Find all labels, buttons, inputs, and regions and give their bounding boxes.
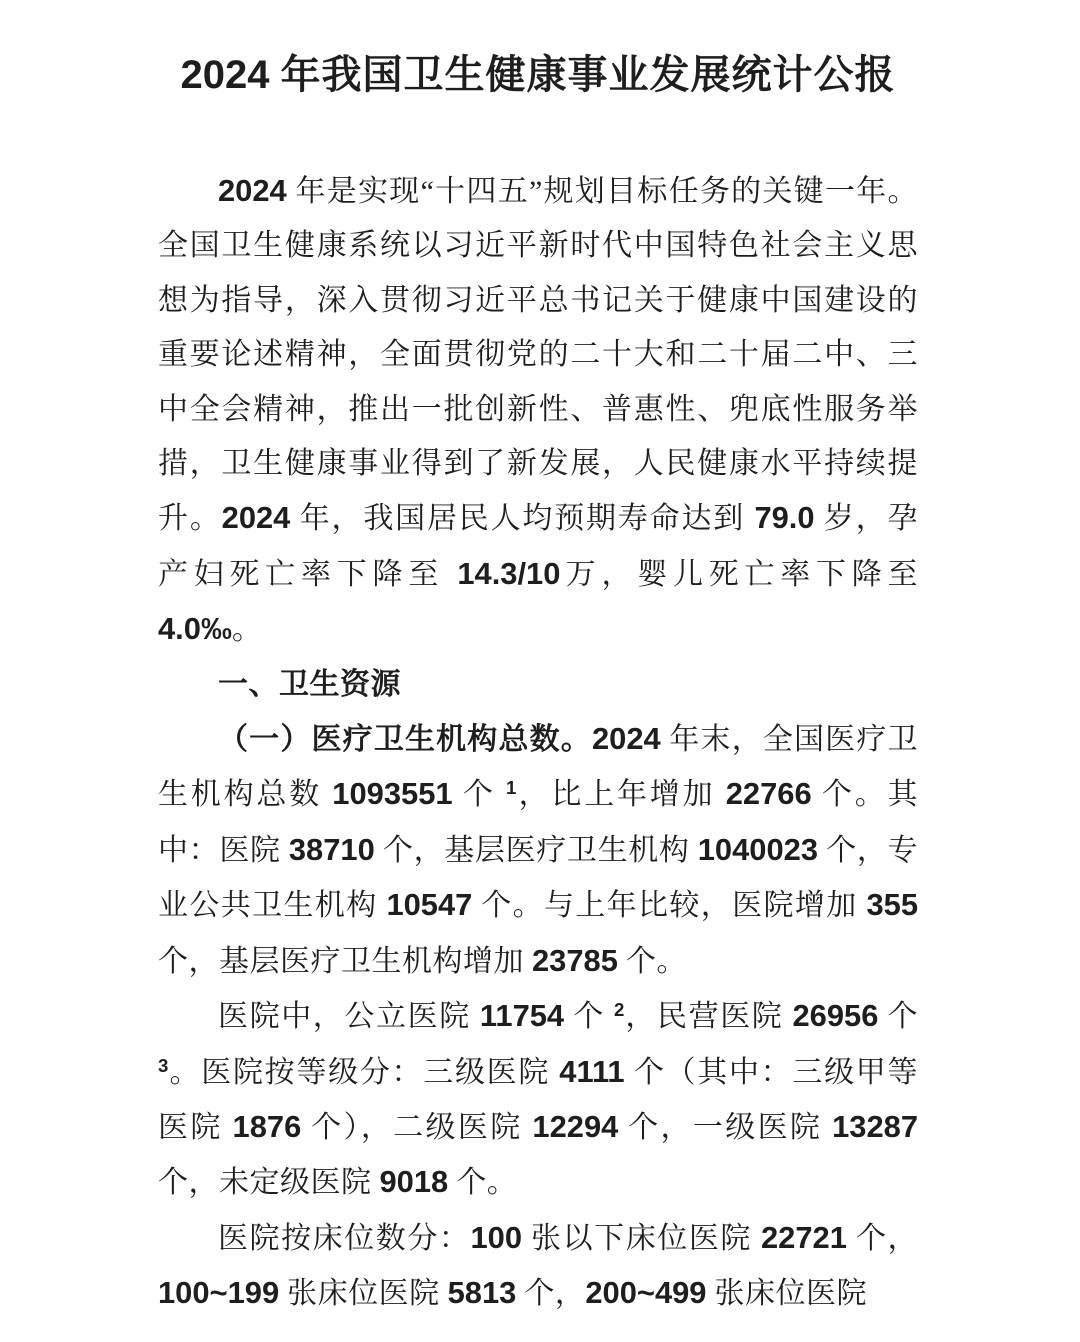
text-segment-num: 4.0‰ [158,611,232,647]
text-segment-num: 22721 [761,1219,847,1255]
text-segment-cn: 个，基层医疗卫生机构 [374,833,698,867]
paragraph-institutions-total [158,712,918,989]
text-segment-cn: 个， [516,1277,586,1311]
text-segment-num: 5813 [447,1275,517,1311]
text-segment-cn: 个 [878,1000,919,1034]
text-segment-num: 1876 [232,1108,302,1144]
text-segment-cn: ，比上年增加 [516,778,726,812]
text-segment-cn: 个，一级医院 [618,1110,833,1144]
text-segment-bold: 一、卫生资源 [218,667,401,701]
text-segment-cn: 个，专业公共卫生机构 [158,833,919,923]
text-segment-num: 200~499 [585,1275,707,1311]
text-segment-bold: （一）医疗卫生机构总数。 [218,723,592,757]
text-segment-cn: 个。 [448,1166,518,1200]
text-segment-cn: 个，未定级医院 [158,1166,380,1200]
text-segment-cn: 万，婴儿死亡率下降至 [560,557,919,591]
text-segment-cn: 年，我国居民人均预期寿命达到 [290,502,755,536]
text-segment-cn: 。医院按等级分：三级医院 [168,1055,560,1089]
text-segment-cn: 岁，孕产妇死亡率下降至 [158,502,919,591]
text-segment-num: 100 [470,1219,522,1255]
text-segment-cn: 个），二级医院 [301,1110,533,1144]
text-segment-num: 22766 [725,776,812,812]
text-segment-cn: 张床位医院 [279,1277,448,1311]
text-segment-num: 1040023 [697,831,819,867]
text-segment-num: 9018 [379,1164,449,1200]
text-segment-cn: 年末，全国医疗卫生机构总数 [158,723,919,812]
text-segment-sup: 2 [613,998,625,1020]
text-segment-num: 11754 [479,998,565,1034]
text-segment-cn: 个 [452,778,506,812]
text-segment-num: 14.3/10 [457,555,561,591]
text-segment-num: 100~199 [158,1275,280,1311]
text-segment-cn: 个。其中：医院 [158,778,919,867]
text-segment-cn: 年是实现“十四五”规划目标任务的关键一年。全国卫生健康系统以习近平新时代中国特色社会主义思想为指导，深入贯彻习近平总书记关于健康中国建设的重要论述精神，全面贯彻党的二十大和二十届二中、三中全会精神，推出一批创新性、普惠性、兜底性服务举措，卫生健康事业得到了新发展，人民健康水平持续提升。 [158,175,918,536]
text-segment-cn: ，民营医院 [624,1000,793,1034]
text-segment-cn: 。 [231,613,263,647]
text-segment-num: 4111 [559,1053,625,1089]
paragraph-hospital-levels [158,989,918,1211]
text-segment-cn: 医院按床位数分： [218,1221,471,1255]
text-segment-num: 23785 [532,942,618,978]
text-segment-cn: 张以下床位医院 [522,1221,761,1255]
text-segment-cn: 个。 [617,944,687,978]
text-segment-num: 12294 [532,1108,619,1144]
text-segment-sup: 1 [505,777,517,799]
text-segment-num: 1093551 [332,776,453,812]
text-segment-cn: 个 [564,1000,614,1034]
text-segment-num: 355 [866,887,919,923]
text-segment-sup: 3 [158,1054,169,1076]
text-segment-num: 2024 [221,500,291,536]
text-segment-num: 2024 [591,721,661,757]
text-segment-cn: 医院中，公立医院 [218,1000,480,1034]
text-segment-cn: 张床位医院 [706,1277,867,1311]
paragraph-hospital-beds [158,1211,918,1322]
text-segment-num: 10547 [386,887,473,923]
text-segment-num: 38710 [288,831,375,867]
paragraph-intro [158,164,918,658]
text-segment-num: 26956 [792,998,879,1034]
text-segment-cn: 个，基层医疗卫生机构增加 [158,944,532,978]
text-segment-num: 13287 [832,1108,919,1144]
text-segment-cn: 个（其中：三级甲等医院 [158,1055,919,1144]
document-title [158,46,918,104]
text-segment-num: 2024 [218,173,287,208]
text-segment-cn: 年我国卫生健康事业发展统计公报 [269,52,896,97]
text-segment-cn: 个， [846,1221,919,1255]
text-segment-num: 79.0 [754,500,815,536]
text-segment-cn: 个。与上年比较，医院增加 [472,889,867,923]
text-segment-num: 2024 [180,53,270,97]
section-heading-health-resources [158,658,918,712]
